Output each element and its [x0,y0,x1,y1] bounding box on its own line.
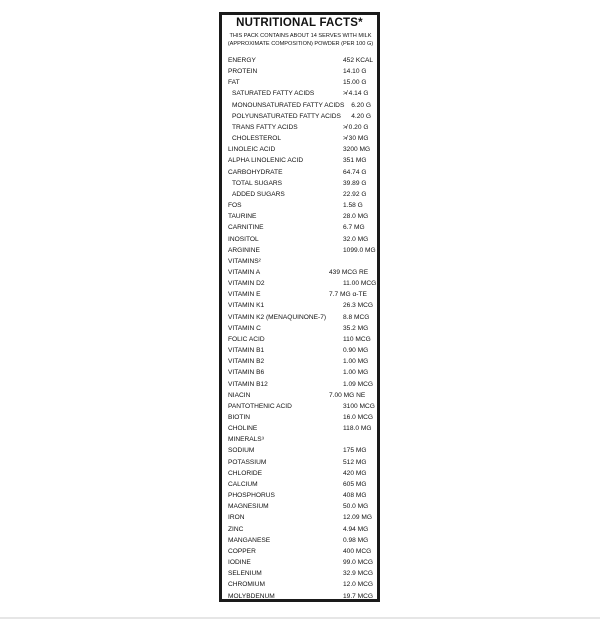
nutrient-value: 7.7 MG α-TE [329,291,367,299]
nutrient-value: 1.00 MG [343,358,369,366]
nutrient-row [228,379,373,390]
nutrient-row [228,367,373,378]
nutrient-row [228,133,373,144]
nutrient-value: 7.00 MG NE [329,391,366,399]
nutrient-row [228,189,373,200]
nutrient-row [228,300,373,311]
nutrient-value: 6.7 MG [343,224,365,232]
nutrient-row [228,434,373,445]
nutrient-value: 420 MG [343,469,367,477]
nutrient-name: CHOLINE [228,425,258,433]
nutrient-value: 35.2 MG [343,324,369,332]
nutrient-row [228,100,373,111]
nutrition-facts-label [219,12,380,602]
nutrient-row [228,412,373,423]
nutrient-value: 351 MG [343,157,367,165]
nutrient-value: 64.74 G [343,168,367,176]
nutrient-name: SATURATED FATTY ACIDS [232,90,315,98]
nutrient-row [228,334,373,345]
nutrient-row [228,88,373,99]
nutrient-row [228,535,373,546]
nutrient-value: 3100 MCG [343,402,375,410]
nutrient-value: 110 MCG [343,335,371,343]
nutrient-name: CARNITINE [228,224,264,232]
nutrient-name: INOSITOL [228,235,259,243]
nutrient-value: 26.3 MCG [343,302,374,310]
nutrient-name: CHLORIDE [228,469,263,477]
nutrient-row [228,122,373,133]
nutrient-row [228,178,373,189]
nutrient-name: CALCIUM [228,480,258,488]
nutrient-value: 4.20 G [351,112,371,120]
nutrient-row [228,423,373,434]
nutrient-value: 39.89 G [343,179,367,187]
nutrient-name: ENERGY [228,57,256,64]
subtitle-line-1: THIS PACK CONTAINS ABOUT 14 SERVES WITH MILK [229,33,372,39]
nutrient-row [228,222,373,233]
nutrient-name: NIACIN [228,391,251,399]
nutrient-value: 14.10 G [343,68,367,76]
nutrient-row [228,289,373,300]
nutrient-value: 22.92 G [343,190,367,198]
nutrient-name: VITAMIN A [228,268,261,276]
nutrient-value: 6.20 G [351,101,371,109]
nutrient-row [228,490,373,501]
nutrient-value: ≯ 4.14 G [343,90,369,98]
nutrient-value: 0.98 MG [343,536,369,544]
nutrient-value: 1.09 MCG [343,380,374,388]
nutrient-value: 12.09 MG [343,514,372,522]
nutrient-name: MONOUNSATURATED FATTY ACIDS [232,101,345,109]
nutrient-name: TOTAL SUGARS [232,179,283,187]
nutrient-name: COPPER [228,547,256,555]
nutrient-row [228,345,373,356]
nutrient-name: MAGNESIUM [228,503,269,511]
nutrient-name: VITAMIN B12 [228,380,268,388]
nutrient-row [228,479,373,490]
nutrient-value: 1.00 MG [343,369,369,377]
nutrient-value: 118.0 MG [343,425,372,433]
nutrient-value: 1099.0 MG [343,246,376,254]
subtitle-line-2: (APPROXIMATE COMPOSITION) POWDER (PER 100 G) [227,41,374,48]
nutrient-name: PHOSPHORUS [228,492,275,500]
nutrient-value: 1.58 G [343,202,363,210]
nutrient-row [228,66,373,77]
nutrient-value: 512 MG [343,458,367,466]
nutrient-row [228,278,377,289]
nutrient-name: IRON [228,514,245,522]
nutrient-name: MANGANESE [228,536,271,544]
nutrient-table [228,55,377,602]
nutrient-name: VITAMIN K1 [228,302,265,310]
nutrient-name: VITAMIN B6 [228,369,265,377]
nutrient-value: 12.0 MCG [343,581,374,589]
nutrient-row [228,568,373,579]
nutrient-value: 3200 MG [343,146,371,154]
nutrient-row [228,111,373,122]
nutrient-name: FOS [228,202,242,210]
nutrient-row [228,445,373,456]
nutrient-name: PROTEIN [228,68,258,76]
nutrient-value: 452 KCAL [343,57,374,64]
nutrient-name: IODINE [228,559,251,567]
nutrient-row [228,557,373,568]
nutrient-name: TAURINE [228,213,257,221]
nutrient-row [228,356,373,367]
nutrient-row [228,267,373,278]
nutrient-name: FOLIC ACID [228,335,265,343]
nutrient-value: 15.00 G [343,79,367,87]
page-divider [0,617,600,619]
nutrient-row [228,591,373,602]
nutrient-name: ADDED SUGARS [232,190,285,198]
nutrient-row [228,501,373,512]
nutrient-name: ARGININE [228,246,260,254]
nutrient-name: VITAMIN B2 [228,358,265,366]
nutrient-value: 99.0 MCG [343,559,374,567]
nutrient-row [228,77,373,88]
nutrient-value: 400 MCG [343,547,372,555]
nutrient-row [228,512,373,523]
nutrient-name: LINOLEIC ACID [228,146,276,154]
nutrient-name: FAT [228,79,240,87]
nutrient-value: 605 MG [343,480,367,488]
nutrient-row [228,457,373,468]
nutrient-row [228,256,373,267]
nutrient-name: MINERALS³ [228,436,264,444]
nutrient-value: 11.00 MCG [343,280,377,288]
nutrient-name: CHOLESTEROL [232,135,282,143]
nutrient-value: 19.7 MCG [343,592,374,600]
nutrient-value: ≯ 30 MG [343,135,369,143]
nutrient-row [228,245,376,256]
nutrient-name: POTASSIUM [228,458,267,466]
nutrient-name: VITAMIN E [228,291,261,299]
nutrient-value: 50.0 MG [343,503,369,511]
nutrient-name: TRANS FATTY ACIDS [232,123,298,131]
nutrient-value: 175 MG [343,447,367,455]
nutrient-name: SODIUM [228,447,255,455]
nutrient-value: 4.94 MG [343,525,369,533]
nutrient-value: 0.90 MG [343,347,369,355]
nutrient-name: ALPHA LINOLENIC ACID [228,157,304,165]
nutrient-name: MOLYBDENUM [228,592,275,600]
label-title: NUTRITIONAL FACTS* [236,17,363,29]
nutrient-value: 439 MCG RE [329,268,369,276]
nutrient-name: BIOTIN [228,414,250,421]
nutrient-row [228,200,373,211]
nutrient-value: 8.8 MCG [343,313,370,321]
nutrient-value: 408 MG [343,492,367,500]
nutrient-row [228,155,373,166]
nutrient-name: CHROMIUM [228,581,265,589]
nutrient-row [228,579,373,590]
nutrient-name: CARBOHYDRATE [228,168,283,176]
nutrient-row [228,234,373,245]
nutrient-row [228,312,373,323]
nutrient-value: 32.0 MG [343,235,369,243]
nutrient-value: 28.0 MG [343,213,369,221]
nutrient-row [228,546,373,557]
nutrient-row [228,524,373,535]
nutrient-row [228,167,373,178]
nutrient-value: ≯ 0.20 G [343,123,369,131]
nutrient-name: SELENIUM [228,570,262,578]
nutrient-row [228,55,373,66]
nutrient-name: VITAMIN K2 (MENAQUINONE-7) [228,313,327,321]
label-subtitle [226,32,375,48]
nutrient-name: POLYUNSATURATED FATTY ACIDS [232,112,341,120]
nutrient-value: 32.9 MCG [343,570,374,578]
nutrient-row [228,144,373,155]
nutrient-row [228,401,373,412]
nutrient-row [228,390,373,401]
nutrient-name: VITAMIN D2 [228,280,265,288]
nutrient-row [228,211,373,222]
nutrient-name: ZINC [228,525,244,533]
nutrient-row [228,323,373,334]
nutrient-row [228,468,373,479]
nutrient-name: VITAMIN B1 [228,347,265,355]
nutrient-name: PANTOTHENIC ACID [228,402,292,410]
nutrient-name: VITAMIN C [228,324,261,332]
nutrient-value: 16.0 MCG [343,414,374,421]
nutrient-name: VITAMINS² [228,257,261,265]
